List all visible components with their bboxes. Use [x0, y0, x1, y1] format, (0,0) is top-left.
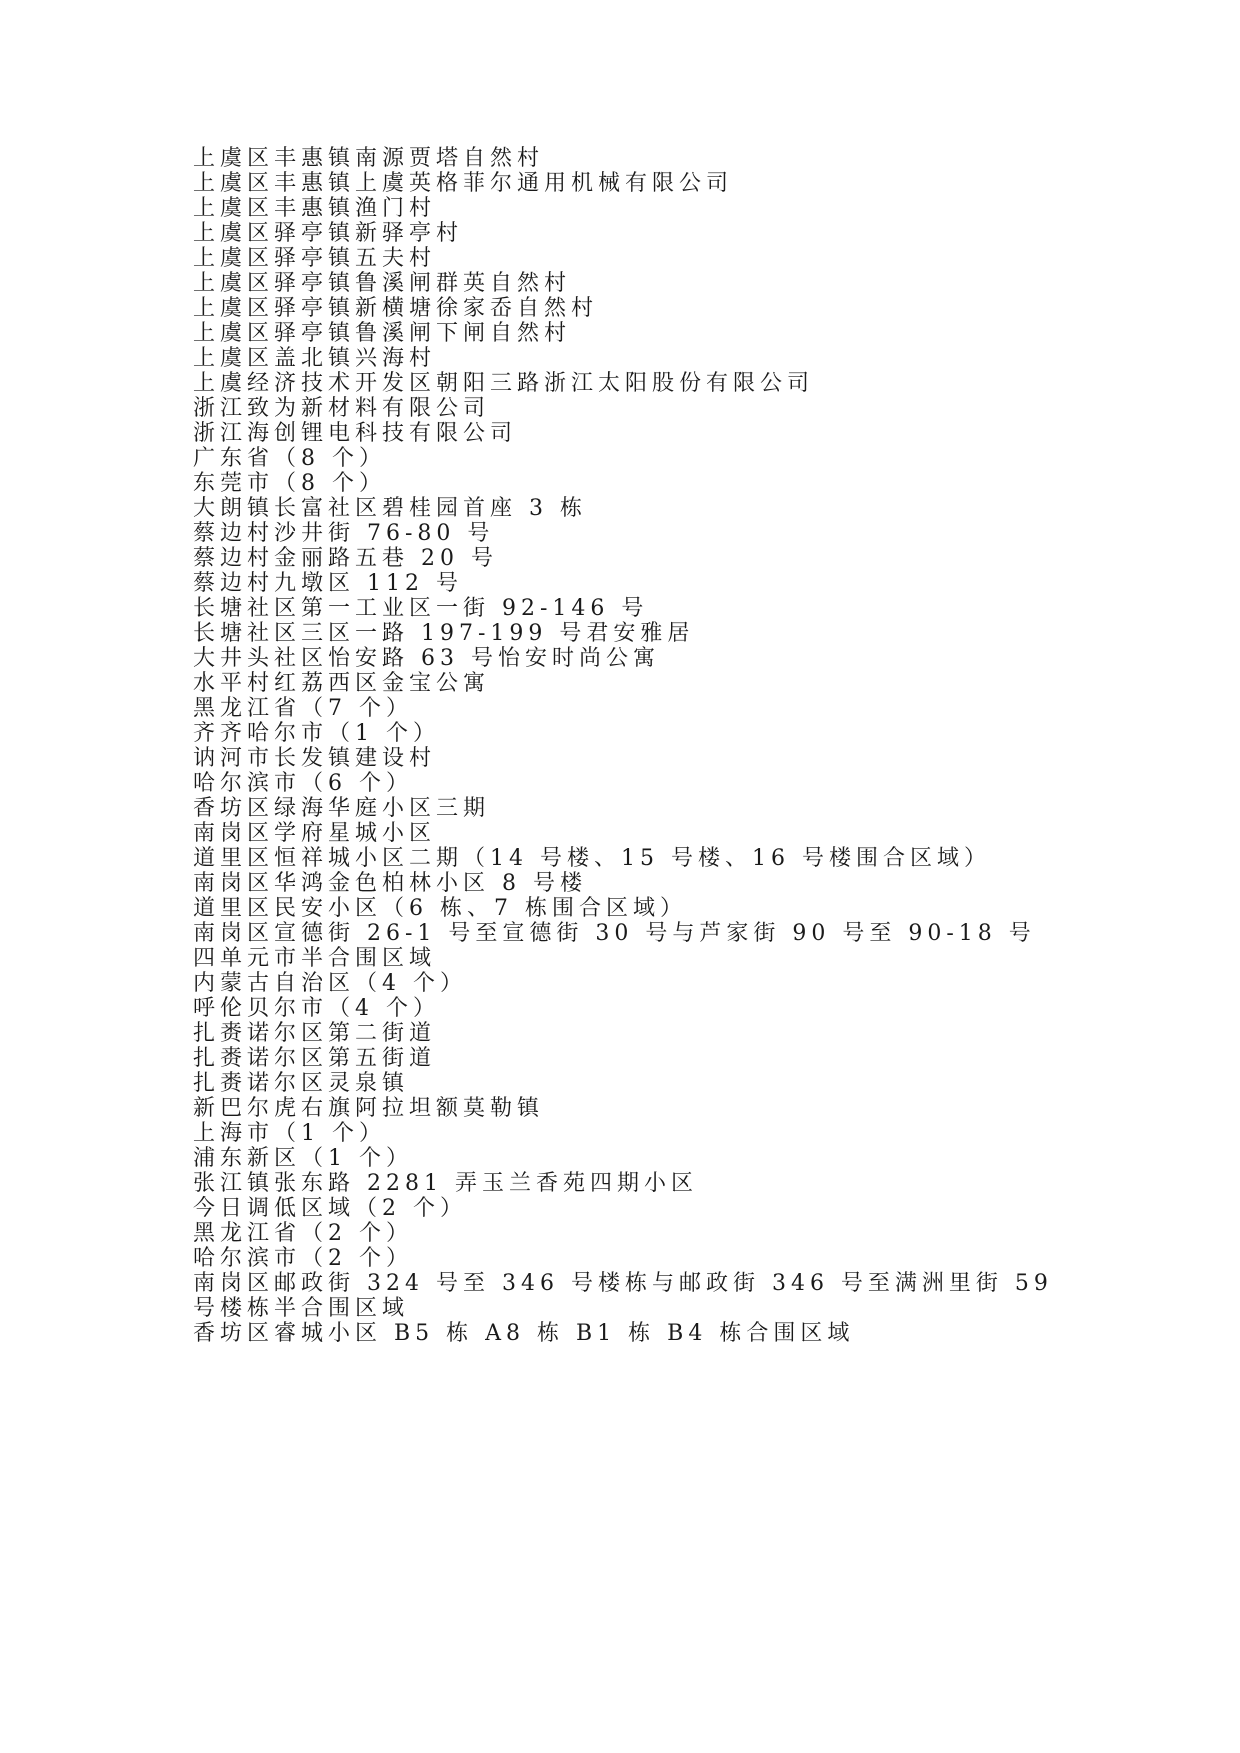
- section-heading: 哈尔滨市（2 个）: [193, 1246, 413, 1271]
- list-item: 南岗区宣德街 26-1 号至宣德街 30 号与芦家街 90 号至 90-18 号四单元市半合围区域: [193, 921, 1036, 971]
- list-item: 扎赉诺尔区第二街道: [193, 1021, 437, 1046]
- list-item: 上虞区驿亭镇五夫村: [193, 246, 437, 271]
- list-item: 香坊区绿海华庭小区三期: [193, 796, 491, 821]
- list-item: 张江镇张东路 2281 弄玉兰香苑四期小区: [193, 1171, 698, 1196]
- list-item: 长塘社区第一工业区一街 92-146 号: [193, 596, 649, 621]
- list-item: 蔡边村金丽路五巷 20 号: [193, 546, 498, 571]
- list-item: 水平村红荔西区金宝公寓: [193, 671, 491, 696]
- list-item: 浙江海创锂电科技有限公司: [193, 421, 518, 446]
- section-heading: 浦东新区（1 个）: [193, 1146, 413, 1171]
- list-item: 上虞区驿亭镇鲁溪闸下闸自然村: [193, 321, 572, 346]
- list-item: 上虞区丰惠镇渔门村: [193, 196, 437, 221]
- list-item: 浙江致为新材料有限公司: [193, 396, 491, 421]
- list-item: 长塘社区三区一路 197-199 号君安雅居: [193, 621, 695, 646]
- list-item: 上虞区丰惠镇上虞英格菲尔通用机械有限公司: [193, 171, 734, 196]
- list-item: 道里区民安小区（6 栋、7 栋围合区域）: [193, 896, 687, 921]
- section-heading: 黑龙江省（2 个）: [193, 1221, 413, 1246]
- section-heading: 哈尔滨市（6 个）: [193, 771, 413, 796]
- list-item: 南岗区邮政街 324 号至 346 号楼栋与邮政街 346 号至满洲里街 59 号楼栋半合围区域: [193, 1271, 1053, 1321]
- list-item: 香坊区睿城小区 B5 栋 A8 栋 B1 栋 B4 栋合围区域: [193, 1321, 855, 1346]
- list-item: 蔡边村沙井街 76-80 号: [193, 521, 495, 546]
- section-heading: 今日调低区域（2 个）: [193, 1196, 467, 1221]
- list-item: 蔡边村九墩区 112 号: [193, 571, 463, 596]
- list-item: 南岗区学府星城小区: [193, 821, 437, 846]
- section-heading: 呼伦贝尔市（4 个）: [193, 996, 440, 1021]
- section-heading: 黑龙江省（7 个）: [193, 696, 413, 721]
- list-item: 道里区恒祥城小区二期（14 号楼、15 号楼、16 号楼围合区域）: [193, 846, 991, 871]
- list-item: 上虞区盖北镇兴海村: [193, 346, 437, 371]
- section-heading: 齐齐哈尔市（1 个）: [193, 721, 440, 746]
- list-item: 讷河市长发镇建设村: [193, 746, 437, 771]
- list-item: 上虞区驿亭镇新驿亭村: [193, 221, 464, 246]
- region-list: [193, 146, 1053, 1346]
- list-item: 新巴尔虎右旗阿拉坦额莫勒镇: [193, 1096, 545, 1121]
- list-item: 上虞区丰惠镇南源贾塔自然村: [193, 146, 545, 171]
- list-item: 南岗区华鸿金色柏林小区 8 号楼: [193, 871, 587, 896]
- list-item: 上虞区驿亭镇鲁溪闸群英自然村: [193, 271, 572, 296]
- section-heading: 内蒙古自治区（4 个）: [193, 971, 467, 996]
- list-item: 扎赉诺尔区第五街道: [193, 1046, 437, 1071]
- list-item: 上虞经济技术开发区朝阳三路浙江太阳股份有限公司: [193, 371, 815, 396]
- section-heading: 广东省（8 个）: [193, 446, 386, 471]
- list-item: 大井头社区怡安路 63 号怡安时尚公寓: [193, 646, 660, 671]
- list-item: 大朗镇长富社区碧桂园首座 3 栋: [193, 496, 587, 521]
- list-item: 扎赉诺尔区灵泉镇: [193, 1071, 410, 1096]
- section-heading: 上海市（1 个）: [193, 1121, 386, 1146]
- section-heading: 东莞市（8 个）: [193, 471, 386, 496]
- list-item: 上虞区驿亭镇新横塘徐家岙自然村: [193, 296, 599, 321]
